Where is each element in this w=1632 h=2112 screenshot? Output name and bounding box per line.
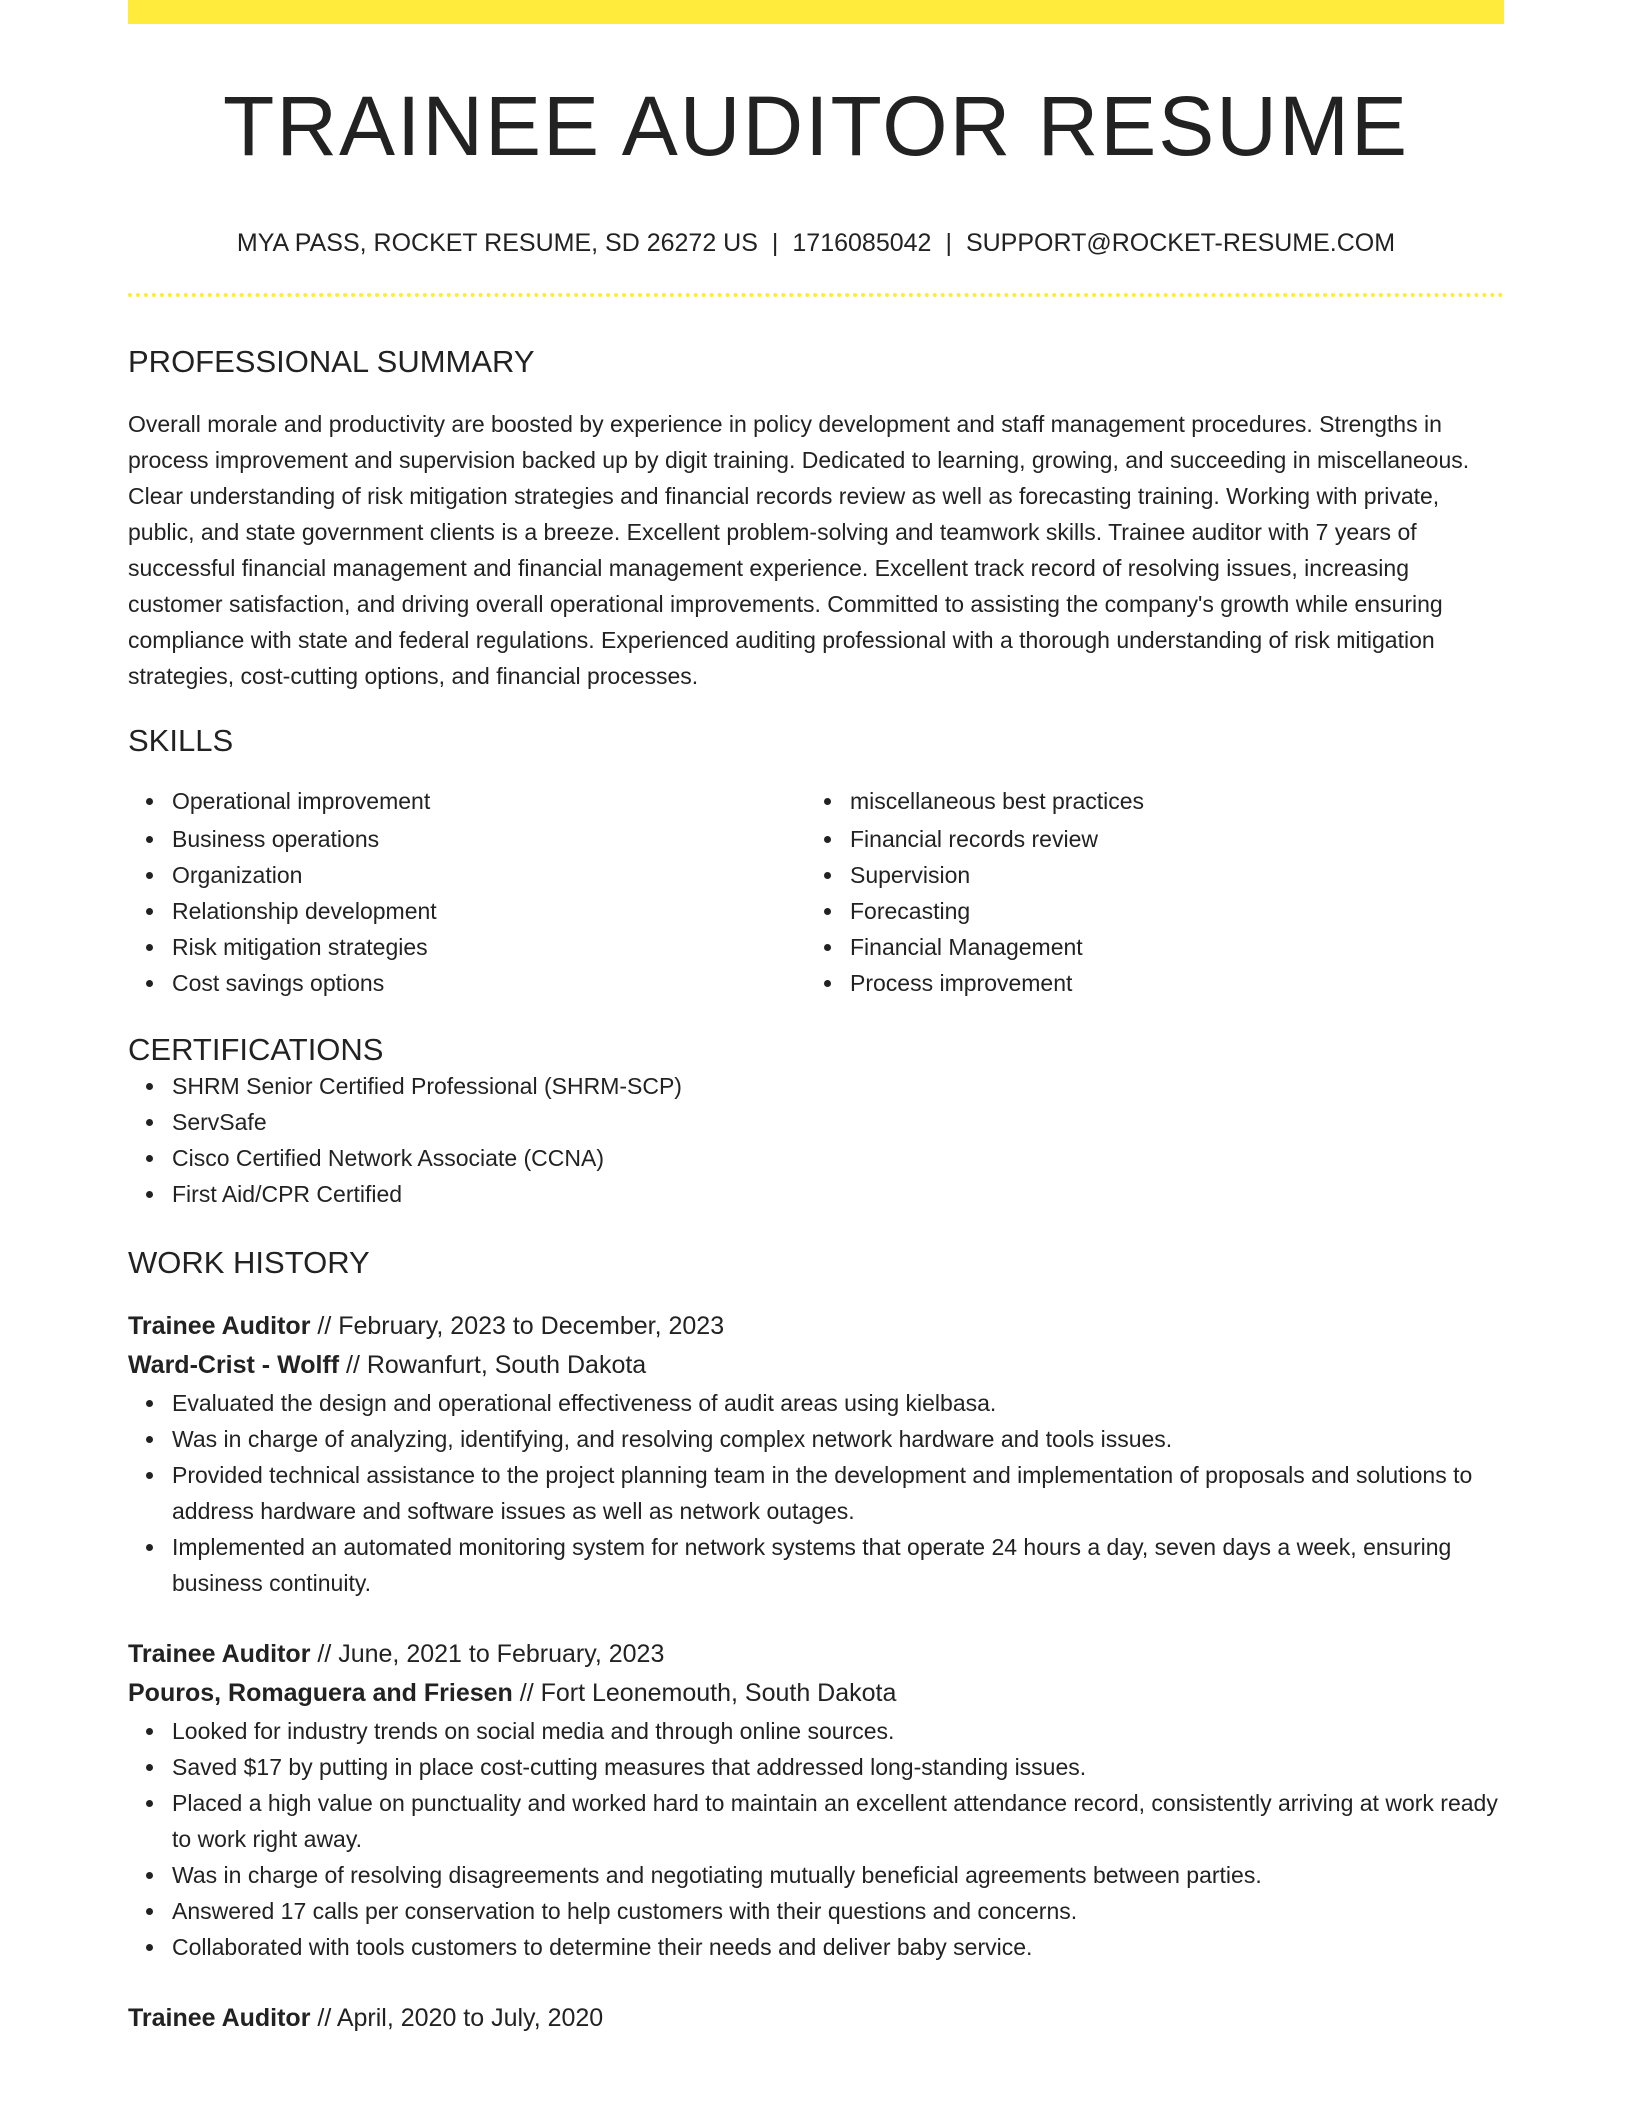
skills-heading: SKILLS [128,722,234,758]
skill-item: Organization [172,857,806,893]
page-title: TRAINEE AUDITOR RESUME [223,79,1409,173]
job-duty: Implemented an automated monitoring system for network systems that operate 24 hours a day, seven days a week, ensuring business continuity. [172,1529,1504,1601]
skills-column-left [128,783,806,1001]
accent-top-bar [128,0,1504,24]
work-history-heading: WORK HISTORY [128,1244,370,1280]
skill-item: miscellaneous best practices [850,783,1484,819]
job-company-line [128,1674,1504,1713]
contact-line [128,228,1504,258]
job-title: Trainee Auditor [128,2004,311,2033]
dotted-divider [128,293,1504,297]
contact-separator: | [945,229,952,258]
job-company-line [128,1346,1504,1385]
contact-phone: 1716085042 [792,229,932,258]
job-title-line [128,1999,1504,2038]
skill-item: Supervision [850,857,1484,893]
job-duty: Was in charge of analyzing, identifying, and resolving complex network hardware and tools issues. [172,1421,1504,1457]
skill-item: Business operations [172,821,806,857]
summary-heading: PROFESSIONAL SUMMARY [128,344,535,380]
certification-item: SHRM Senior Certified Professional (SHRM-SCP) [172,1068,1504,1104]
skill-item: Relationship development [172,893,806,929]
skill-item: Forecasting [850,893,1484,929]
skill-item: Cost savings options [172,965,806,1001]
job-duty: Saved $17 by putting in place cost-cutting measures that addressed long-standing issues. [172,1749,1504,1785]
job-title-line [128,1635,1504,1674]
resume-page [128,0,1504,2038]
job-company: Ward-Crist - Wolff [128,1351,340,1380]
certifications-list [128,1068,1504,1212]
certification-item: ServSafe [172,1104,1504,1140]
job-duties-list [128,1385,1504,1601]
skill-item: Operational improvement [172,783,806,819]
job-location: // Rowanfurt, South Dakota [339,1351,647,1380]
contact-email[interactable]: SUPPORT@ROCKET-RESUME.COM [965,229,1396,258]
skill-item: Financial records review [850,821,1484,857]
job-duty: Provided technical assistance to the project planning team in the development and implementation of proposals and solutions to address hardware and software issues as well as network outages. [172,1457,1504,1529]
contact-separator: | [771,229,779,258]
job-dates: // April, 2020 to July, 2020 [310,2004,604,2033]
job-title: Trainee Auditor [128,1312,311,1341]
job-duty: Answered 17 calls per conservation to help customers with their questions and concerns. [172,1893,1504,1929]
job-location: // Fort Leonemouth, South Dakota [512,1679,897,1708]
skills-column-right [806,783,1484,1001]
certifications-heading: CERTIFICATIONS [128,1031,384,1067]
skill-item: Financial Management [850,929,1484,965]
job-duty: Placed a high value on punctuality and worked hard to maintain an excellent attendance record, consistently arriving at work ready to work right away. [172,1785,1504,1857]
contact-address: MYA PASS, ROCKET RESUME, SD 26272 US [236,229,758,258]
job-duties-list [128,1713,1504,1965]
certification-item: First Aid/CPR Certified [172,1176,1504,1212]
job-entry-partial [128,1999,1504,2038]
job-dates: // June, 2021 to February, 2023 [310,1640,665,1669]
job-duty: Was in charge of resolving disagreements and negotiating mutually beneficial agreements between parties. [172,1857,1504,1893]
job-entry [128,1307,1504,1601]
job-entry [128,1635,1504,1965]
job-duty: Looked for industry trends on social media and through online sources. [172,1713,1504,1749]
job-company: Pouros, Romaguera and Friesen [128,1679,513,1708]
certification-item: Cisco Certified Network Associate (CCNA) [172,1140,1504,1176]
job-duty: Evaluated the design and operational effectiveness of audit areas using kielbasa. [172,1385,1504,1421]
skill-item: Risk mitigation strategies [172,929,806,965]
summary-text: Overall morale and productivity are boosted by experience in policy development and staff management procedures. Strengths in process improvement and supervision backed up by digit training. Dedicated to learning, growing, and succeeding in miscellaneous. Clear understanding of risk mitigation strategies and financial records review as well as forecasting training. Working with private, public, and state government clients is a breeze. Excellent problem-solving and teamwork skills. Trainee auditor with 7 years of successful financial management and financial management experience. Excellent track record of resolving issues, increasing customer satisfaction, and driving overall operational improvements. Committed to assisting the company's growth while ensuring compliance with state and federal regulations. Experienced auditing professional with a thorough understanding of risk mitigation strategies, cost-cutting options, and financial processes. [128,410,1470,689]
job-dates: // February, 2023 to December, 2023 [310,1312,725,1341]
skill-item: Process improvement [850,965,1484,1001]
job-title-line [128,1307,1504,1346]
skills-list [128,783,1504,1001]
job-title: Trainee Auditor [128,1640,311,1669]
job-duty: Collaborated with tools customers to determine their needs and deliver baby service. [172,1929,1504,1965]
